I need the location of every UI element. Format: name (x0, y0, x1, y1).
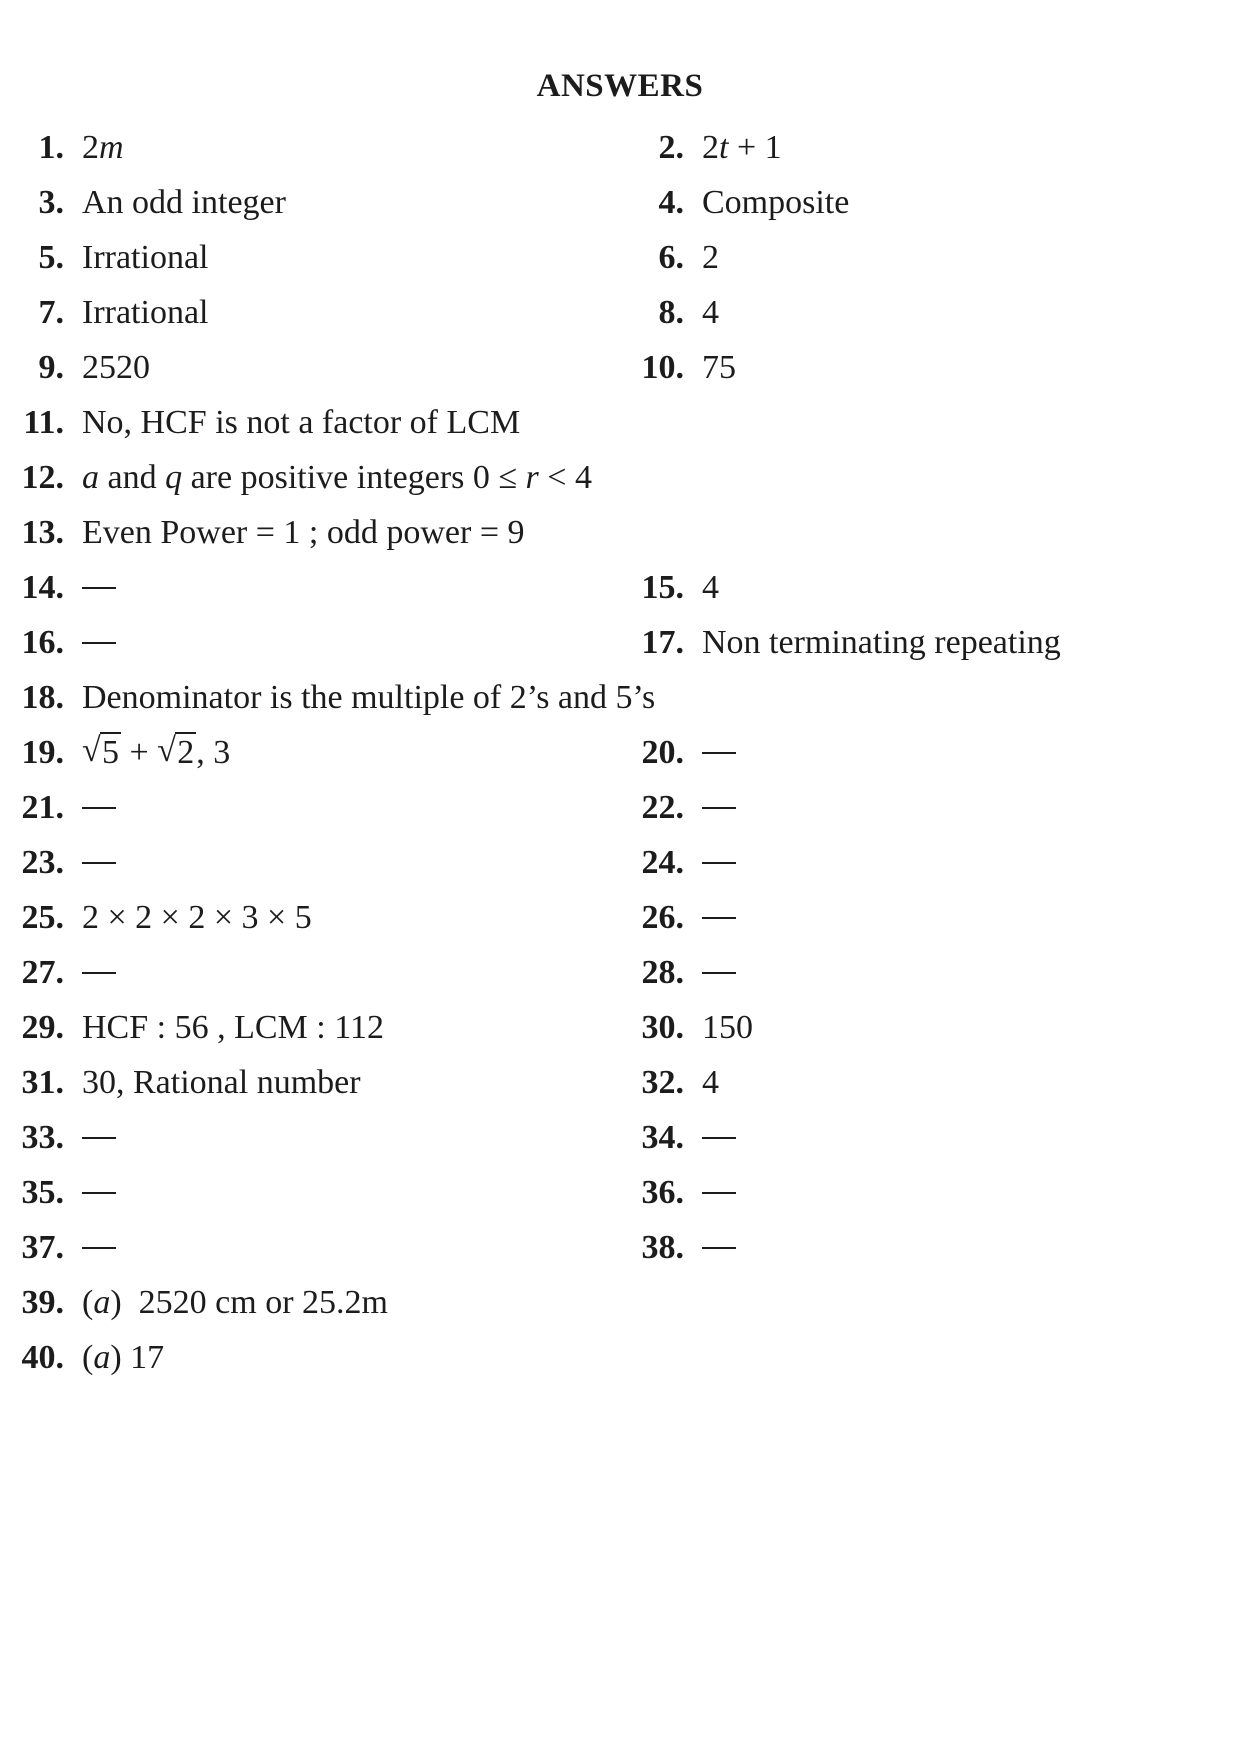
dash-mark (82, 807, 116, 809)
radical-sign-icon: √ (82, 732, 101, 769)
square-root: √ 5 (82, 732, 119, 771)
dash-mark (702, 1247, 736, 1249)
answer-13: 13. Even Power = 1 ; odd power = 9 (21, 514, 525, 551)
answer-10: 10. 75 (641, 349, 736, 386)
page-title: ANSWERS (536, 68, 704, 104)
answer-7: 7. Irrational (38, 294, 209, 331)
answer-30: 30. 150 (641, 1009, 753, 1046)
answer-5: 5. Irrational (38, 239, 209, 276)
dash-mark (82, 1247, 116, 1249)
answer-40: 40. (a) 17 (21, 1339, 165, 1376)
radical-sign-icon: √ (157, 732, 176, 769)
answer-9: 9. 2520 (38, 349, 150, 386)
answer-18: 18. Denominator is the multiple of 2’s and 5’s (21, 679, 656, 716)
answer-32: 32. 4 (641, 1064, 719, 1101)
dash-mark (702, 1192, 736, 1194)
answer-12: 12. a and q are positive integers 0 ≤ r < 4 (21, 459, 592, 496)
dash-mark (82, 642, 116, 644)
answer-26: 26. (620, 896, 736, 940)
dash-mark (702, 917, 736, 919)
answer-25: 25. 2 × 2 × 2 × 3 × 5 (21, 899, 312, 936)
answer-37: 37. (0, 1226, 116, 1270)
dash-mark (702, 1137, 736, 1139)
answer-6: 6. 2 (658, 239, 719, 276)
answer-28: 28. (620, 951, 736, 995)
dash-mark (82, 972, 116, 974)
answer-20: 20. (620, 731, 736, 775)
answer-22: 22. (620, 786, 736, 830)
answer-17: 17. Non terminating repeating (641, 624, 1061, 661)
dash-mark (82, 1137, 116, 1139)
answer-3: 3. An odd integer (38, 184, 286, 221)
answer-16: 16. (0, 621, 116, 665)
square-root: √ 2 (157, 732, 195, 771)
answer-39: 39. (a) 2520 cm or 25.2m (21, 1284, 388, 1321)
dash-mark (82, 587, 116, 589)
answer-33: 33. (0, 1116, 116, 1160)
answer-4: 4. Composite (658, 184, 850, 221)
dash-mark (702, 752, 736, 754)
dash-mark (702, 972, 736, 974)
answer-34: 34. (620, 1116, 736, 1160)
answer-23: 23. (0, 841, 116, 885)
answer-11: 11. No, HCF is not a factor of LCM (23, 404, 521, 441)
answer-2: 2. 2t + 1 (658, 129, 782, 166)
answer-15: 15. 4 (641, 569, 719, 606)
dash-mark (82, 1192, 116, 1194)
answer-21: 21. (0, 786, 116, 830)
answer-8: 8. 4 (658, 294, 719, 331)
answer-14: 14. (0, 566, 116, 610)
answer-1: 1. 2m (38, 129, 124, 166)
dash-mark (702, 807, 736, 809)
answer-38: 38. (620, 1226, 736, 1270)
answer-19: 19. √ 5 + √ 2, 3 (0, 731, 230, 775)
answer-27: 27. (0, 951, 116, 995)
dash-mark (702, 862, 736, 864)
answer-31: 31. 30, Rational number (21, 1064, 361, 1101)
dash-mark (82, 862, 116, 864)
answer-24: 24. (620, 841, 736, 885)
answer-29: 29. HCF : 56 , LCM : 112 (21, 1009, 384, 1046)
answer-36: 36. (620, 1171, 736, 1215)
answer-35: 35. (0, 1171, 116, 1215)
